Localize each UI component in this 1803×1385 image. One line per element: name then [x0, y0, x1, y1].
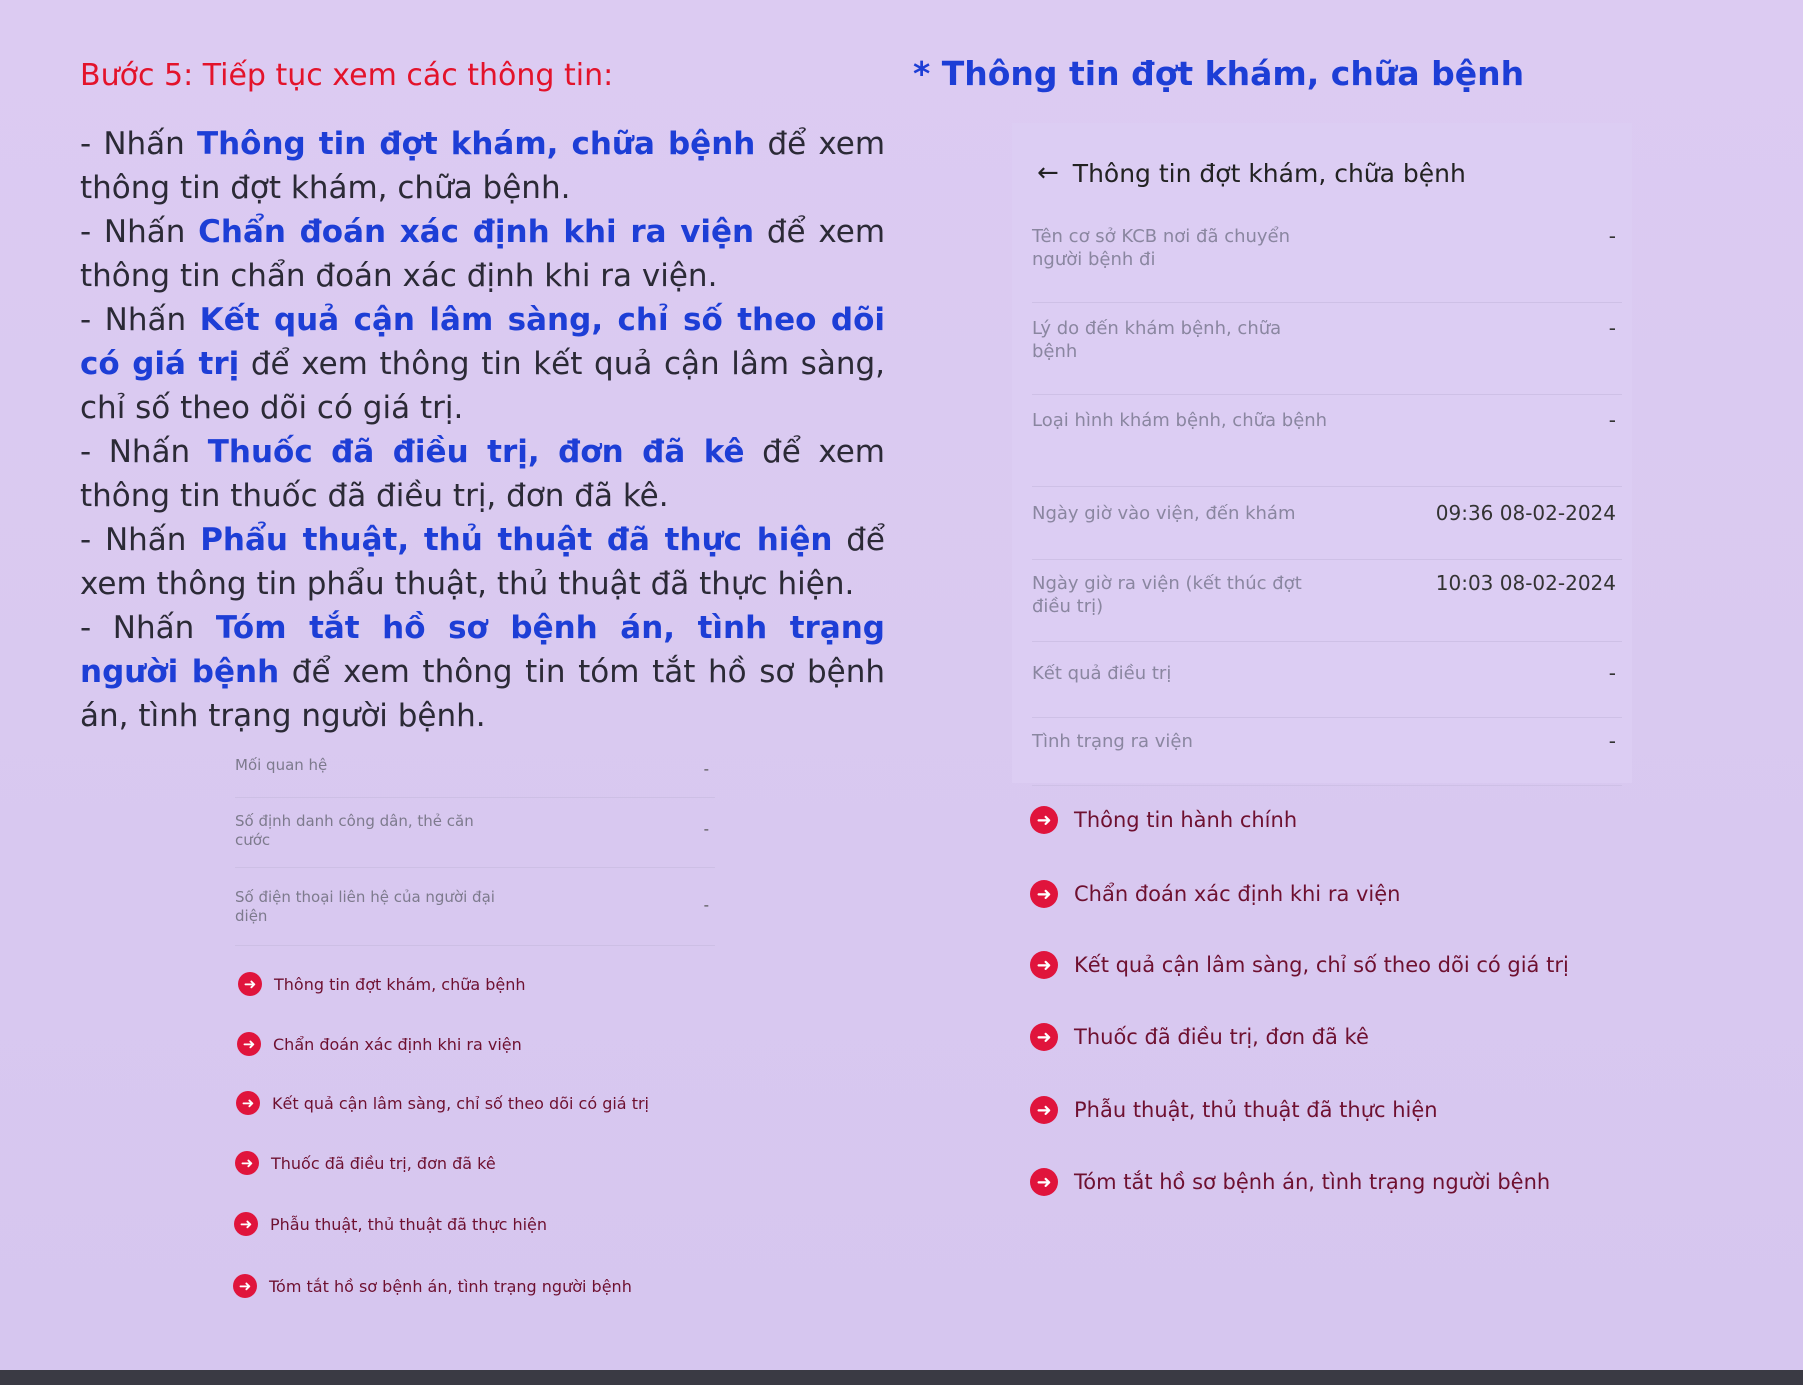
instruction-highlight: Phẩu thuật, thủ thuật đã thực hiện: [200, 522, 833, 558]
mini-row-value: -: [703, 896, 709, 914]
info-row-value: -: [1608, 408, 1616, 432]
info-row-treatment-result: [1032, 662, 1622, 718]
mini-link-visit-info[interactable]: [238, 971, 526, 997]
info-row-visit-reason: [1032, 317, 1622, 395]
info-row-label: Lý do đến khám bệnh, chữa bệnh: [1032, 318, 1282, 362]
link-label: Kết quả cận lâm sàng, chỉ số theo dõi có giá trị: [1074, 953, 1569, 977]
info-row-discharge-status: [1032, 730, 1622, 786]
info-row-value: -: [1608, 316, 1616, 340]
step-title: Bước 5: Tiếp tục xem các thông tin:: [80, 58, 614, 93]
mini-row-label: Số điện thoại liên hệ của người đại diện: [235, 888, 495, 925]
arrow-right-circle-icon: ➜: [1030, 1168, 1058, 1196]
mini-link-label: Chẩn đoán xác định khi ra viện: [273, 1034, 522, 1054]
instructions: [80, 122, 885, 738]
mini-row-label: Số định danh công dân, thẻ căn cước: [235, 812, 474, 849]
mini-link-medical-summary[interactable]: [233, 1273, 632, 1299]
arrow-right-circle-icon: ➜: [1030, 806, 1058, 834]
instruction-prefix: - Nhấn: [80, 522, 201, 558]
mini-row-value: -: [703, 820, 709, 838]
instruction-2: [80, 210, 885, 298]
instruction-highlight: Thuốc đã điều trị, đơn đã kê: [207, 434, 745, 470]
info-row-visit-type: [1032, 409, 1622, 487]
instruction-1: [80, 122, 885, 210]
instruction-suffix: để xem thông tin tóm tắt hồ sơ bệnh án, tình trạng người bệnh.: [80, 654, 885, 734]
instruction-suffix: để xem thông tin thuốc đã điều trị, đơn đã kê.: [80, 434, 886, 514]
arrow-right-circle-icon: ➜: [1030, 1023, 1058, 1051]
instruction-suffix: để xem thông tin chẩn đoán xác định khi ra viện.: [80, 214, 886, 294]
link-label: Chẩn đoán xác định khi ra viện: [1074, 882, 1401, 906]
info-row-label: Kết quả điều trị: [1032, 663, 1172, 684]
link-administrative-info[interactable]: [1030, 806, 1297, 834]
instruction-prefix: - Nhấn: [80, 214, 199, 250]
instruction-6: [80, 606, 885, 738]
instruction-highlight: Thông tin đợt khám, chữa bệnh: [196, 126, 756, 162]
link-label: Tóm tắt hồ sơ bệnh án, tình trạng người bệnh: [1074, 1170, 1551, 1194]
instruction-prefix: - Nhấn: [80, 434, 208, 470]
info-row-value: 10:03 08-02-2024: [1435, 571, 1616, 595]
instruction-suffix: để xem thông tin đợt khám, chữa bệnh.: [80, 126, 886, 206]
panel-header: [1037, 158, 1466, 188]
instruction-prefix: - Nhấn: [80, 610, 216, 646]
mini-link-paraclinical-results[interactable]: [236, 1090, 649, 1116]
mini-link-surgeries[interactable]: [234, 1211, 547, 1237]
arrow-right-circle-icon: ➜: [1030, 880, 1058, 908]
mini-link-label: Kết quả cận lâm sàng, chỉ số theo dõi có giá trị: [272, 1093, 649, 1113]
info-row-admission-time: [1032, 502, 1622, 560]
arrow-right-circle-icon: ➜: [233, 1274, 257, 1298]
instruction-highlight: Kết quả cận lâm sàng, chỉ số theo dõi có giá trị: [80, 302, 885, 382]
info-row-transfer-facility: [1032, 225, 1622, 303]
arrow-right-circle-icon: ➜: [238, 972, 262, 996]
link-label: Phẫu thuật, thủ thuật đã thực hiện: [1074, 1098, 1438, 1122]
mini-link-discharge-diagnosis[interactable]: [237, 1031, 522, 1057]
mini-link-label: Thuốc đã điều trị, đơn đã kê: [271, 1153, 496, 1173]
screen-bottom-edge: [0, 1370, 1803, 1385]
arrow-right-circle-icon: ➜: [237, 1032, 261, 1056]
instruction-prefix: - Nhấn: [80, 302, 200, 338]
mini-row-citizen-id: [235, 812, 715, 868]
info-row-label: Loại hình khám bệnh, chữa bệnh: [1032, 410, 1328, 431]
section-heading: * Thông tin đợt khám, chữa bệnh: [913, 54, 1525, 93]
instruction-prefix: - Nhấn: [80, 126, 197, 162]
info-row-value: -: [1608, 661, 1616, 685]
instruction-4: [80, 430, 885, 518]
info-row-value: -: [1608, 224, 1616, 248]
arrow-right-circle-icon: ➜: [234, 1212, 258, 1236]
link-medical-summary[interactable]: [1030, 1168, 1550, 1196]
mini-link-label: Tóm tắt hồ sơ bệnh án, tình trạng người bệnh: [269, 1276, 632, 1296]
panel-title: Thông tin đợt khám, chữa bệnh: [1072, 158, 1466, 188]
instruction-suffix: để xem thông tin phẩu thuật, thủ thuật đã thực hiện.: [80, 522, 886, 602]
mini-row-relationship: [235, 752, 715, 798]
arrow-right-circle-icon: ➜: [1030, 1096, 1058, 1124]
arrow-right-circle-icon: ➜: [235, 1151, 259, 1175]
link-medications[interactable]: [1030, 1023, 1369, 1051]
mini-link-medications[interactable]: [235, 1150, 496, 1176]
mini-row-label: Mối quan hệ: [235, 756, 328, 774]
info-row-value: 09:36 08-02-2024: [1435, 501, 1616, 525]
link-label: Thuốc đã điều trị, đơn đã kê: [1074, 1025, 1369, 1049]
mini-row-value: -: [703, 760, 709, 778]
mini-row-representative-phone: [235, 888, 715, 946]
instruction-suffix: để xem thông tin kết quả cận lâm sàng, chỉ số theo dõi có giá trị.: [80, 346, 885, 426]
info-row-value: -: [1608, 729, 1616, 753]
info-row-label: Tình trạng ra viện: [1032, 731, 1193, 752]
arrow-right-circle-icon: ➜: [236, 1091, 260, 1115]
instruction-5: [80, 518, 885, 606]
link-surgeries[interactable]: [1030, 1096, 1438, 1124]
info-row-discharge-time: [1032, 572, 1622, 642]
link-paraclinical-results[interactable]: [1030, 951, 1569, 979]
back-arrow-icon[interactable]: ←: [1037, 158, 1059, 188]
info-row-label: Tên cơ sở KCB nơi đã chuyển người bệnh đi: [1032, 226, 1291, 270]
arrow-right-circle-icon: ➜: [1030, 951, 1058, 979]
instruction-highlight: Tóm tắt hồ sơ bệnh án, tình trạng người bệnh: [80, 610, 886, 690]
mini-link-label: Thông tin đợt khám, chữa bệnh: [274, 974, 526, 994]
instruction-3: [80, 298, 885, 430]
link-label: Thông tin hành chính: [1074, 808, 1298, 832]
mini-link-label: Phẫu thuật, thủ thuật đã thực hiện: [270, 1214, 548, 1234]
instruction-highlight: Chẩn đoán xác định khi ra viện: [198, 214, 755, 250]
info-row-label: Ngày giờ ra viện (kết thúc đợt điều trị): [1032, 573, 1302, 617]
info-row-label: Ngày giờ vào viện, đến khám: [1032, 503, 1296, 524]
link-discharge-diagnosis[interactable]: [1030, 880, 1400, 908]
